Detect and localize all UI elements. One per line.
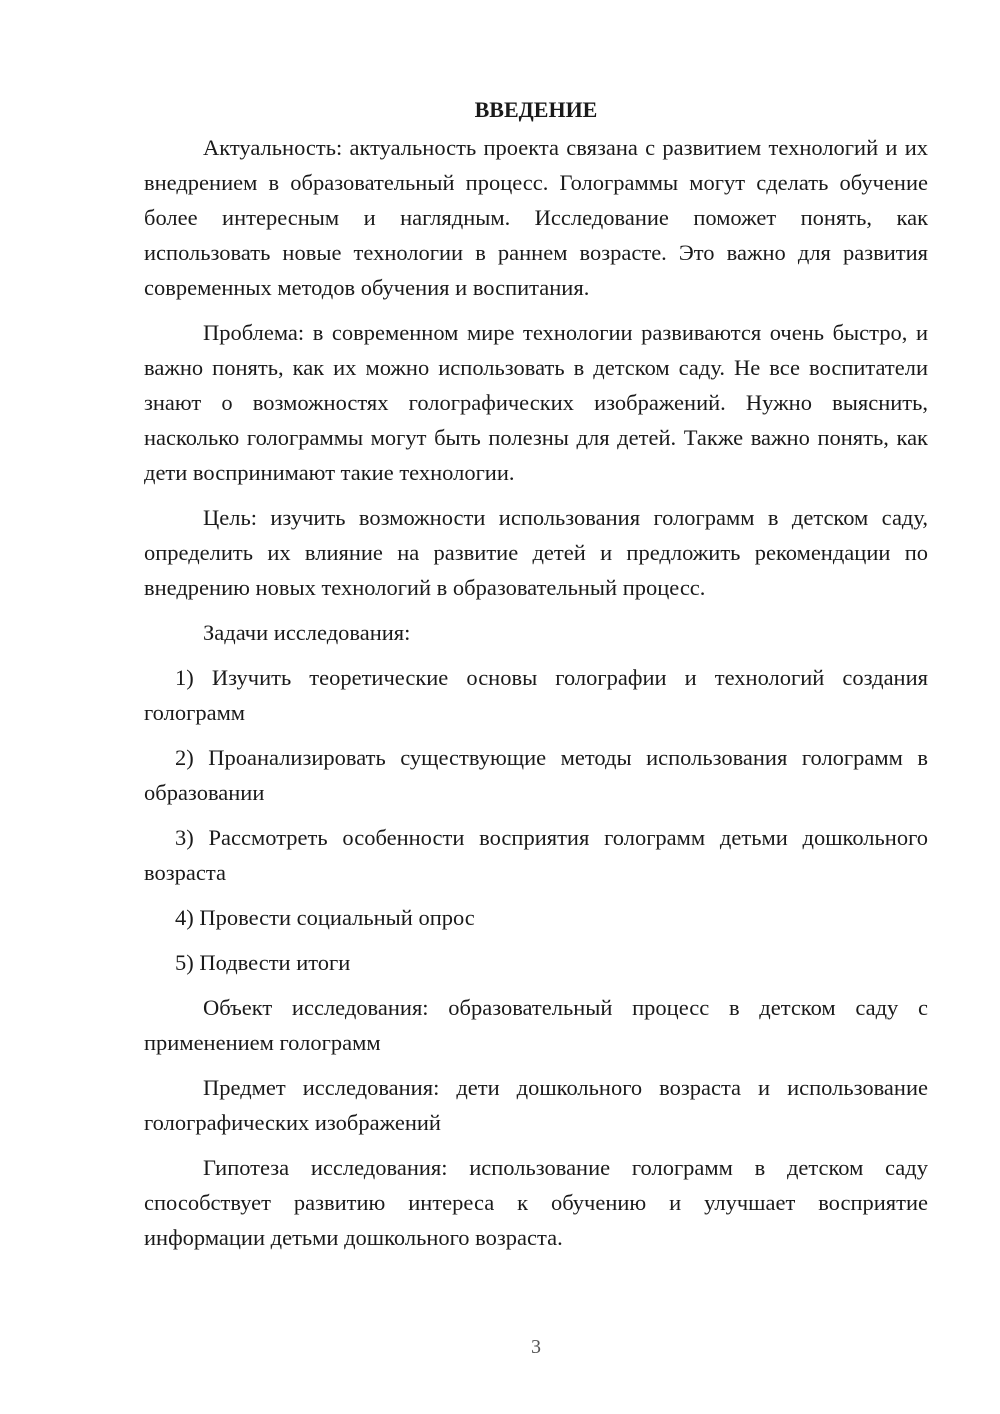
paragraph-hypothesis: Гипотеза исследования: использование голограмм в детском саду способствует развитию интереса к обучению и улучшает восприятие информации детьми дошкольного возраста. [144, 1155, 928, 1250]
paragraph-problem: Проблема: в современном мире технологии развиваются очень быстро, и важно понять, как их можно использовать в детском саду. Не все воспитатели знают о возможностях голографических изображений. Нужно выяснить, насколько голограммы могут быть полезны для детей. Также важно понять, как дети воспринимают такие технологии. [144, 320, 928, 485]
task-item-5: 5) Подвести итоги [175, 950, 351, 975]
task-item-4: 4) Провести социальный опрос [175, 905, 475, 930]
page-content [144, 92, 928, 1265]
paragraph-relevance: Актуальность: актуальность проекта связана с развитием технологий и их внедрением в образовательный процесс. Голограммы могут сделать обучение более интересным и наглядным. Исследование поможет понять, как использовать новые технологии в раннем возрасте. Это важно для развития современных методов обучения и воспитания. [144, 135, 928, 300]
task-item-3: 3) Рассмотреть особенности восприятия голограмм детьми дошкольного возраста [144, 825, 928, 885]
section-heading: ВВЕДЕНИЕ [474, 97, 598, 122]
task-item-2: 2) Проанализировать существующие методы использования голограмм в образовании [144, 745, 928, 805]
paragraph-object: Объект исследования: образовательный процесс в детском саду с применением голограмм [144, 995, 928, 1055]
page-number: 3 [531, 1336, 541, 1358]
tasks-label: Задачи исследования: [203, 620, 411, 645]
paragraph-goal: Цель: изучить возможности использования голограмм в детском саду, определить их влияние на развитие детей и предложить рекомендации по внедрению новых технологий в образовательный процесс. [144, 505, 928, 600]
task-item-1: 1) Изучить теоретические основы голографии и технологий создания голограмм [144, 665, 928, 725]
paragraph-subject: Предмет исследования: дети дошкольного возраста и использование голографических изображений [144, 1075, 928, 1135]
